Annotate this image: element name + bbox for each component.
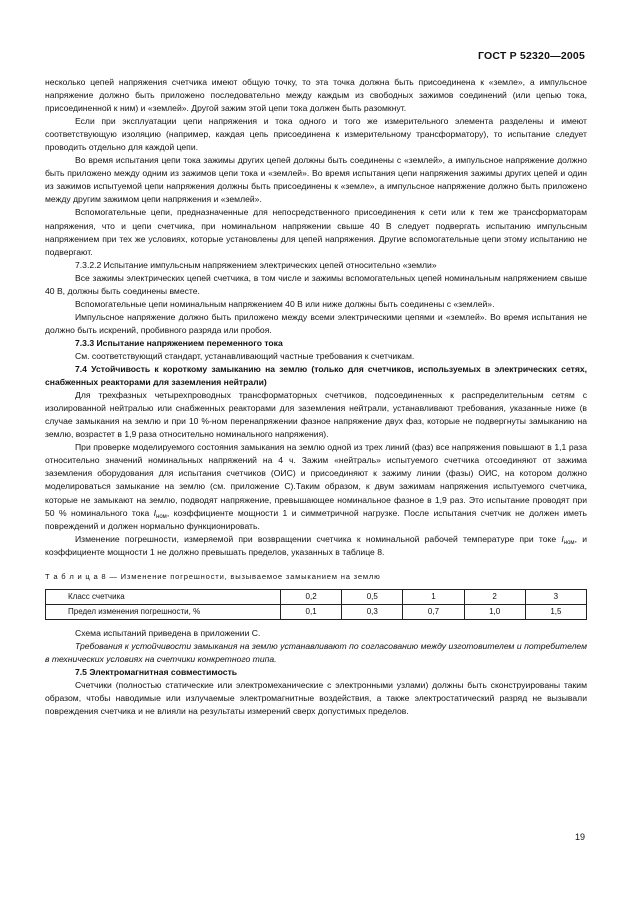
page-number: 19 xyxy=(574,832,585,842)
paragraph: Схема испытаний приведена в приложении С. xyxy=(75,627,261,638)
paragraph: Все зажимы электрических цепей счетчика, в том числе и зажимы вспомогательных цепей номинальным напряжением свыше 40 В, должны быть соединены вместе. xyxy=(45,272,587,296)
paragraph xyxy=(45,441,587,532)
row-label: Предел изменения погрешности, % xyxy=(46,604,281,619)
paragraph: Если при эксплуатации цепи напряжения и тока одного и того же измерительного элемента разделены и имеют соответствующую изоляцию (например, каждая цепь присоединена к измерительному трансформатору), то испытание следует проводить отдельно для каждой цепи. xyxy=(45,116,587,153)
paragraph: Импульсное напряжение должно быть приложено между всеми электрическими цепями и «землей». Во время испытания не должно быть искрений, пробивного разряда или пробоя. xyxy=(45,311,587,335)
paragraph: несколько цепей напряжения счетчика имеют общую точку, то эта точка должна быть присоединена к «земле», а импульсное напряжение должно быть приложено последовательно между каждым из свободных зажимов соединений (или цепью тока, присоединенной к ним) и «землей». Другой зажим этой цепи тока должен быть разомкнут. xyxy=(45,77,587,114)
table-cell: 3 xyxy=(525,589,586,604)
current-subscript: ном xyxy=(563,539,575,546)
table-cell: 1,5 xyxy=(525,604,586,619)
subsection-heading: 7.3.2.2 Испытание импульсным напряжением электрических цепей относительно «земли» xyxy=(75,259,437,270)
paragraph: Вспомогательные цепи номинальным напряжением 40 В или ниже должны быть соединены с «землей». xyxy=(75,298,495,309)
paragraph xyxy=(45,533,587,559)
paragraph-italic: Требования к устойчивости замыкания на землю устанавливают по согласованию между изготовителем и потребителем в технических условиях на счетчики конкретного типа. xyxy=(45,640,587,664)
paragraph-text: , коэффициенте мощности 1 и симметричной нагрузке. После испытания счетчик не должен иметь повреждений и должен нормально функционировать. xyxy=(45,507,587,531)
paragraph: См. соответствующий стандарт, устанавливающий частные требования к счетчикам. xyxy=(75,350,415,361)
table-cell: 0,3 xyxy=(342,604,403,619)
table-cell: 0,2 xyxy=(281,589,342,604)
standard-header: ГОСТ Р 52320—2005 xyxy=(477,50,585,62)
table-cell: 1,0 xyxy=(464,604,525,619)
row-label: Класс счетчика xyxy=(46,589,281,604)
error-change-table xyxy=(45,589,587,620)
paragraph-text: Изменение погрешности, измеряемой при возвращении счетчика к номинальной рабочей температуре при токе xyxy=(75,533,562,544)
paragraph: Для трехфазных четырехпроводных трансформаторных счетчиков, подсоединенных к распределительным сетям с изолированной нейтралью или снабженных реакторами для заземления нейтрали, устанавливают требования, указанные ниже (в случае замыкания на землю и при 10 %-ном перенапряжении фазное напряжение двух фаз, которые не подвергнуты замыканию на землю, возрастет в 1,9 раза относительно номинального напряжения). xyxy=(45,390,587,440)
body-text xyxy=(45,76,587,718)
table-cell: 2 xyxy=(464,589,525,604)
current-subscript: ном xyxy=(156,513,167,520)
current-symbol: I xyxy=(153,507,157,518)
table-cell: 0,7 xyxy=(403,604,464,619)
current-symbol: I xyxy=(561,533,564,544)
paragraph-text: , и коэффициенте мощности 1 не должно превышать пределов, указанных в таблице 8. xyxy=(45,533,588,557)
paragraph: Счетчики (полностью статические или электромеханические с электронными узлами) должны быть сконструированы таким образом, чтобы наводимые или излучаемые электромагнитные воздействия, а также электростатический разряд не вызывали повреждения счетчика и не влияли на результаты измерений сверх допустимых пределов. xyxy=(45,679,587,717)
table-cell: 1 xyxy=(403,589,464,604)
paragraph-text: При проверке моделируемого состояния замыкания на землю одной из трех линий (фаз) все напряжения повышают в 1,1 раза относительно значений номинальных напряжений на 4 ч. Зажим «нейтраль» испытуемого счетчика отсоединяют от зажима заземления оборудования для испытания счетчиков (ОИС) и присоединяют к зажиму линии (фазы) ОИС, на котором должно моделироваться замыкание на землю (см. приложение С).Таким образом, к двум зажимам напряжения испытуемого счетчика, которые не замыкают на землю, подводят напряжение, превышающее номинальное фазное в 1,9 раз. Это испытание проводят при 50 % номинального тока xyxy=(45,442,587,518)
section-heading: 7.3.3 Испытание напряжением переменного тока xyxy=(75,337,283,348)
table-cell: 0,1 xyxy=(281,604,342,619)
section-heading: 7.4 Устойчивость к короткому замыканию на землю (только для счетчиков, используемых в электрических сетях, снабженных реакторами для заземления нейтрали) xyxy=(45,364,587,388)
table-row xyxy=(46,604,587,619)
table-cell: 0,5 xyxy=(342,589,403,604)
table-row xyxy=(46,589,587,604)
paragraph: Вспомогательные цепи, предназначенные для непосредственного присоединения к сети или к тем же трансформаторам напряжения, что и цепи счетчика, при номинальном напряжении свыше 40 В следует подвергать испытанию импульсным напряжением при тех же условиях, которые установлены для цепей напряжения. Другие вспомогательные цепи этому испытанию не подвергают. xyxy=(45,207,587,257)
table-caption: Т а б л и ц а 8 — Изменение погрешности, вызываемое замыканием на землю xyxy=(45,571,381,581)
section-heading: 7.5 Электромагнитная совместимость xyxy=(75,666,238,677)
paragraph: Во время испытания цепи тока зажимы других цепей должны быть соединены с «землей», а импульсное напряжение должно быть приложено между одним из зажимов цепи тока и «землей». Во время испытания цепи напряжения зажимы других цепей и один из зажимов испытуемой цепи напряжения должны быть присоединены к «земле», а импульсное напряжение должно быть приложено между другим зажимом цепи напряжения и «землей». xyxy=(45,155,587,205)
